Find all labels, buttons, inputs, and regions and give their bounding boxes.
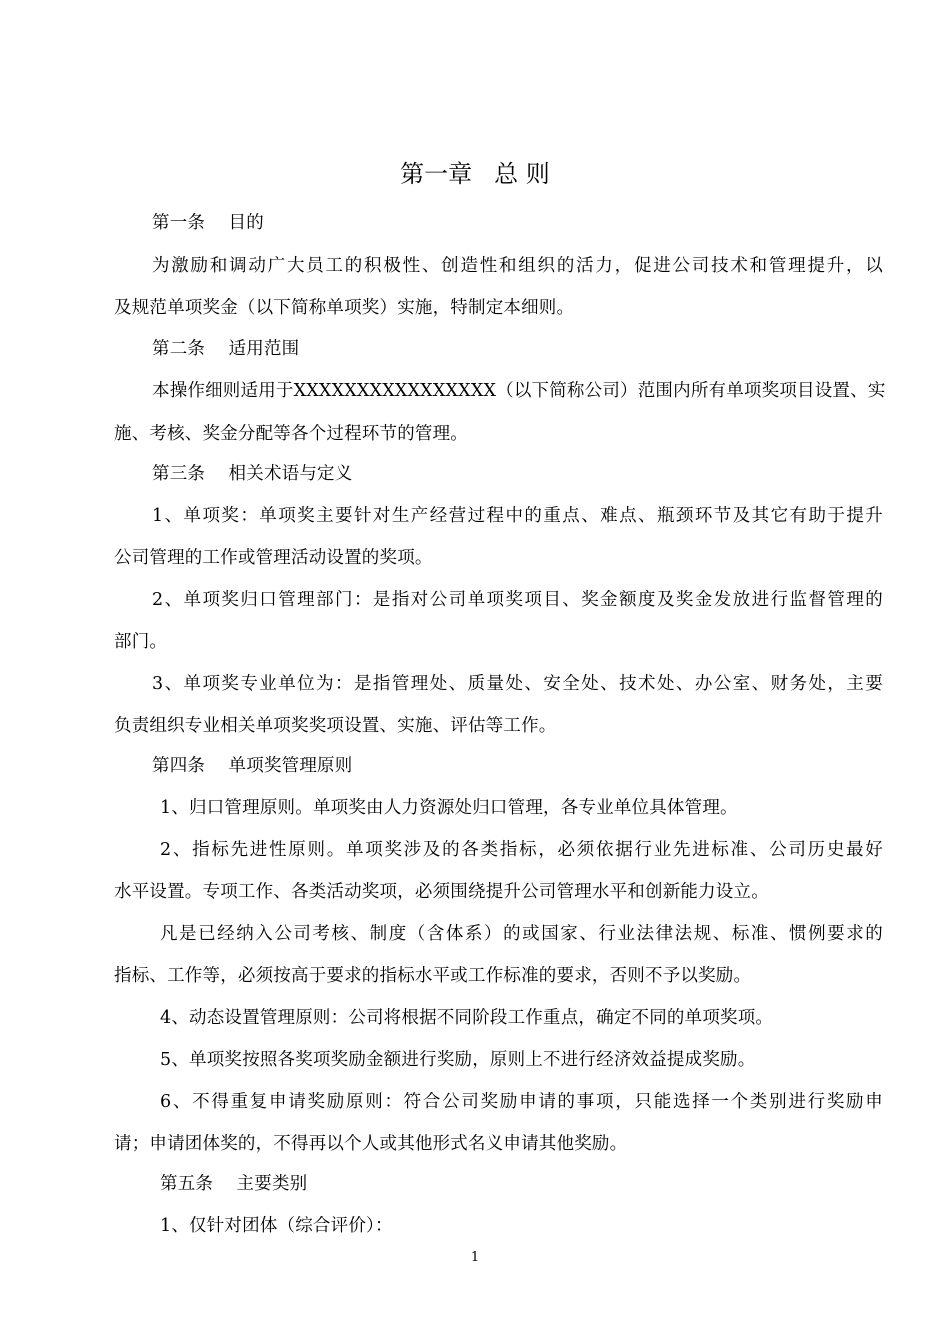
article-4-item-6-line-1: 6、不得重复申请奖励原则：符合公司奖励申请的事项，只能选择一个类别进行奖励申 bbox=[160, 1092, 883, 1112]
article-2-heading: 第二条 适用范围 bbox=[152, 339, 300, 359]
page-number: 1 bbox=[470, 1250, 480, 1265]
article-3-item-3-line-2: 负责组织专业相关单项奖奖项设置、实施、评估等工作。 bbox=[114, 716, 557, 736]
article-5-item-1: 1、仅针对团体（综合评价）： bbox=[160, 1216, 393, 1236]
article-3-item-1-line-1: 1、单项奖：单项奖主要针对生产经营过程中的重点、难点、瓶颈环节及其它有助于提升 bbox=[152, 506, 883, 526]
article-4-heading: 第四条 单项奖管理原则 bbox=[152, 756, 353, 776]
article-5-heading: 第五条 主要类别 bbox=[160, 1174, 308, 1194]
article-1-paragraph-line-1: 为激励和调动广大员工的积极性、创造性和组织的活力，促进公司技术和管理提升，以 bbox=[152, 256, 883, 276]
article-3-heading: 第三条 相关术语与定义 bbox=[152, 464, 353, 484]
article-4-paragraph-line-1: 凡是已经纳入公司考核、制度（含体系）的或国家、行业法律法规、标准、惯例要求的 bbox=[160, 924, 883, 944]
article-3-item-1-line-2: 公司管理的工作或管理活动设置的奖项。 bbox=[114, 548, 433, 568]
chapter-number: 第一章 bbox=[400, 160, 473, 188]
article-4-item-2-line-2: 水平设置。专项工作、各类活动奖项，必须围绕提升公司管理水平和创新能力设立。 bbox=[114, 882, 769, 902]
article-1-heading: 第一条 目的 bbox=[152, 213, 264, 233]
article-4-item-6-line-2: 请；申请团体奖的，不得再以个人或其他形式名义申请其他奖励。 bbox=[114, 1134, 628, 1154]
article-2-paragraph-line-2: 施、考核、奖金分配等各个过程环节的管理。 bbox=[114, 424, 468, 444]
article-4-item-2-line-1: 2、指标先进性原则。单项奖涉及的各类指标，必须依据行业先进标准、公司历史最好 bbox=[160, 840, 883, 860]
chapter-title bbox=[0, 157, 950, 191]
article-3-item-3-line-1: 3、单项奖专业单位为：是指管理处、质量处、安全处、技术处、办公室、财务处，主要 bbox=[152, 674, 883, 694]
chapter-name: 总 则 bbox=[494, 160, 550, 188]
article-4-paragraph-line-2: 指标、工作等，必须按高于要求的指标水平或工作标准的要求，否则不予以奖励。 bbox=[114, 966, 752, 986]
article-4-item-4: 4、动态设置管理原则：公司将根据不同阶段工作重点，确定不同的单项奖项。 bbox=[160, 1008, 774, 1028]
article-2-paragraph-line-1: 本操作细则适用于XXXXXXXXXXXXXXXX（以下简称公司）范围内所有单项奖项目设置、实 bbox=[152, 381, 886, 401]
article-3-item-2-line-1: 2、单项奖归口管理部门：是指对公司单项奖项目、奖金额度及奖金发放进行监督管理的 bbox=[152, 590, 883, 610]
article-4-item-1: 1、归口管理原则。单项奖由人力资源处归口管理，各专业单位具体管理。 bbox=[160, 798, 738, 818]
article-4-item-5: 5、单项奖按照各奖项奖励金额进行奖励，原则上不进行经济效益提成奖励。 bbox=[160, 1050, 756, 1070]
article-3-item-2-line-2: 部门。 bbox=[114, 632, 168, 652]
article-1-paragraph-line-2: 及规范单项奖金（以下简称单项奖）实施，特制定本细则。 bbox=[114, 298, 575, 318]
